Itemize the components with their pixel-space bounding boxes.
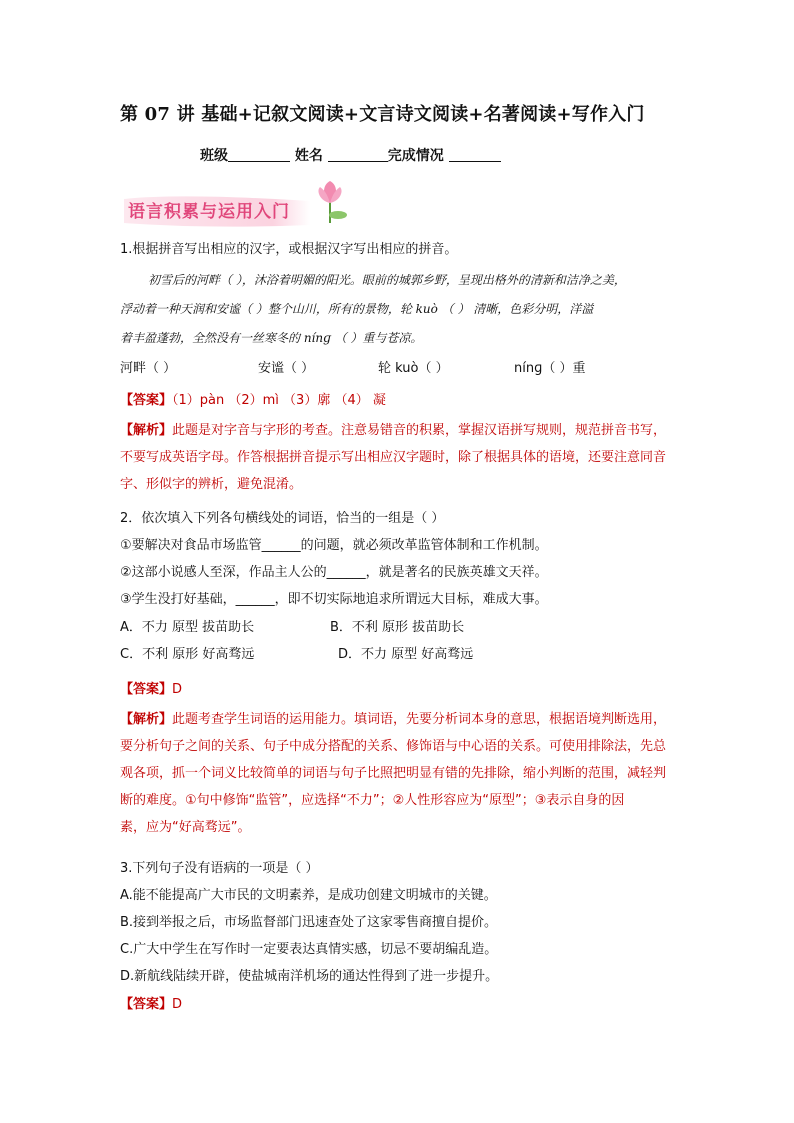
answer-text: （1）pàn （2）mì （3）廓 （4） 凝 bbox=[172, 393, 386, 408]
analysis-text: ②人性形容应为“原型”；③表示自身的因 bbox=[392, 793, 625, 808]
q2-analysis bbox=[120, 706, 740, 841]
analysis-tag: 【解析】 bbox=[120, 423, 173, 438]
analysis-tag: 【解析】 bbox=[120, 712, 173, 727]
q1-fill-item[interactable]: 河畔（ ） bbox=[120, 361, 177, 376]
analysis-text: 此题考查学生词语的运用能力。填词语，先要分析词本身的意思，根据语境判断选用， bbox=[172, 712, 667, 727]
analysis-text: 断的难度。①句中修饰“监管”，应选择“不力”； bbox=[120, 793, 393, 808]
name-blank[interactable] bbox=[328, 147, 388, 162]
analysis-text: 要分析句子之间的关系、句子中成分搭配的关系、修饰语与中心语的关系。可使用排除法，先总 bbox=[120, 739, 667, 754]
q1-stem: 1.根据拼音写出相应的汉字，或根据汉字写出相应的拼音。 bbox=[120, 242, 458, 257]
analysis-text: 此题是对字音与字形的考查。注意易错音的积累，掌握汉语拼写规则，规范拼音书写， bbox=[172, 423, 667, 438]
q1-analysis bbox=[120, 417, 720, 498]
q3-option-b[interactable]: B.接到举报之后，市场监督部门迅速查处了这家零售商擅自提价。 bbox=[120, 915, 498, 930]
analysis-text: 素，应为“好高骛远”。 bbox=[120, 820, 251, 835]
section-banner bbox=[120, 185, 350, 230]
analysis-text: 不要写成英语字母。作答根据拼音提示写出相应汉字题时，除了根据具体的语境，还要注意同音 bbox=[120, 450, 667, 465]
q2-sentence: ③学生没打好基础，______，即不切实际地追求所谓远大目标，难成大事。 bbox=[120, 592, 548, 607]
q2-option-c[interactable]: C．不利 原形 好高骛远 bbox=[120, 647, 255, 662]
q1-passage-line: 浮动着一种天润和安谧（ ）整个山川，所有的景物，轮 kuò （ ） 清晰，色彩分明，洋溢 bbox=[120, 302, 594, 316]
analysis-text: 观各项，抓一个词义比较简单的词语与句子比照把明显有错的先排除，缩小判断的范围，减轻判 bbox=[120, 766, 667, 781]
student-info-line bbox=[200, 145, 501, 165]
class-label: 班级 bbox=[200, 148, 228, 164]
answer-text: D bbox=[172, 682, 183, 697]
q1-answer bbox=[120, 393, 386, 409]
q2-answer bbox=[120, 682, 182, 698]
q1-fill-item[interactable]: 安谧（ ） bbox=[258, 361, 315, 376]
q2-option-a[interactable]: A．不力 原型 拔苗助长 bbox=[120, 620, 255, 635]
lotus-flower-icon bbox=[310, 179, 350, 224]
banner-title: 语言积累与运用入门 bbox=[128, 202, 290, 222]
q1-passage-line: 着丰盈蓬勃，全然没有一丝寒冬的 nínɡ （ ）重与苍凉。 bbox=[120, 331, 423, 345]
q1-passage-line: 初雪后的河畔（ ），沐浴着明媚的阳光。眼前的城郭乡野，呈现出格外的清新和洁净之美， bbox=[148, 273, 626, 287]
q2-stem: 2．依次填入下列各句横线处的词语，恰当的一组是（ ） bbox=[120, 511, 445, 526]
answer-text: D bbox=[172, 997, 183, 1012]
q3-answer bbox=[120, 997, 182, 1013]
q3-option-a[interactable]: A.能不能提高广大市民的文明素养，是成功创建文明城市的关键。 bbox=[120, 888, 497, 903]
q3-stem: 3.下列句子没有语病的一项是（ ） bbox=[120, 861, 319, 876]
answer-tag: 【答案】 bbox=[120, 682, 173, 697]
q1-fill-item[interactable]: nínɡ（ ）重 bbox=[514, 361, 586, 376]
page-title: 第 07 讲 基础+记叙文阅读+文言诗文阅读+名著阅读+写作入门 bbox=[120, 104, 645, 125]
q3-option-d[interactable]: D.新航线陆续开辟，使盐城南洋机场的通达性得到了进一步提升。 bbox=[120, 969, 499, 984]
answer-tag: 【答案】 bbox=[120, 997, 173, 1012]
status-label: 完成情况 bbox=[387, 148, 444, 164]
class-blank[interactable] bbox=[228, 147, 290, 162]
q3-option-c[interactable]: C.广大中学生在写作时一定要表达真情实感，切忌不要胡编乱造。 bbox=[120, 942, 498, 957]
name-label: 姓名 bbox=[294, 148, 323, 164]
answer-tag: 【答案】 bbox=[120, 393, 173, 408]
q2-option-b[interactable]: B．不利 原形 拔苗助长 bbox=[330, 620, 465, 635]
analysis-text: 字、形似字的辨析，避免混淆。 bbox=[120, 477, 303, 492]
status-blank[interactable] bbox=[449, 147, 501, 162]
q2-option-d[interactable]: D．不力 原型 好高骛远 bbox=[338, 647, 474, 662]
q2-sentence: ②这部小说感人至深，作品主人公的______，就是著名的民族英雄文天祥。 bbox=[120, 565, 548, 580]
q2-sentence: ①要解决对食品市场监管______的问题，就必须改革监管体制和工作机制。 bbox=[120, 538, 548, 553]
q1-fill-item[interactable]: 轮 kuò（ ） bbox=[378, 361, 449, 376]
